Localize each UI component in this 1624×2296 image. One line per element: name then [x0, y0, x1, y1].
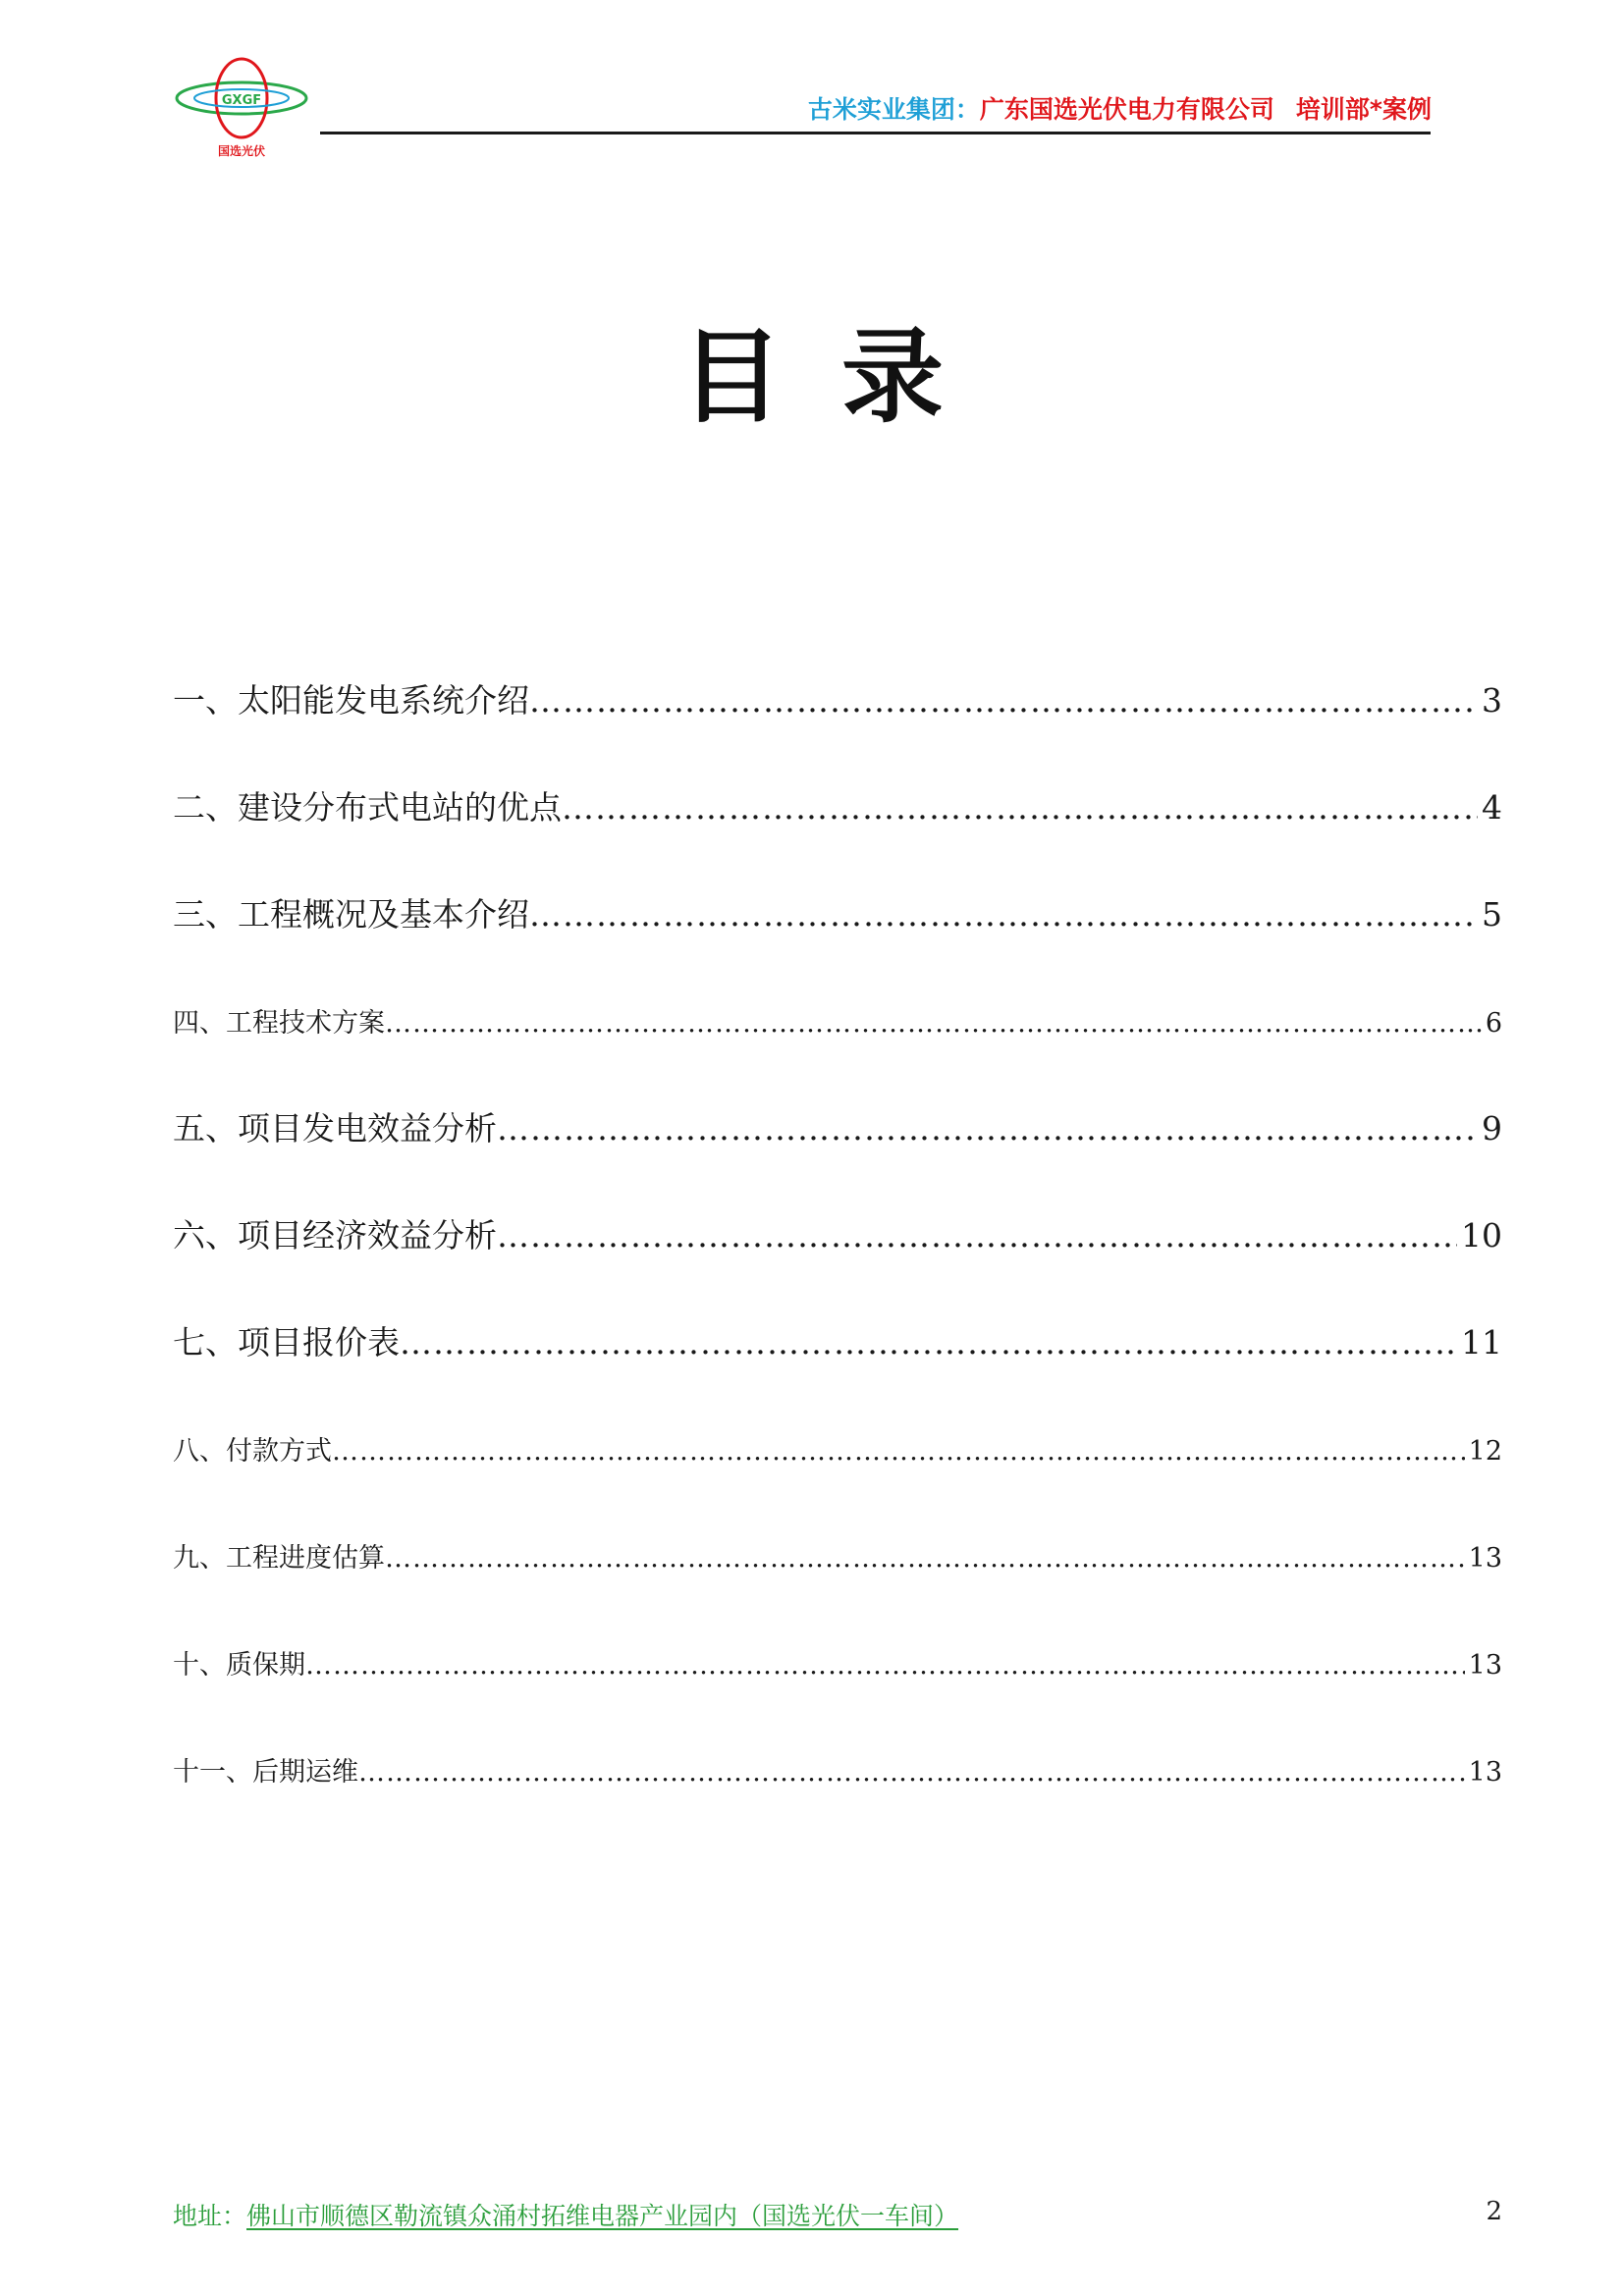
toc-entry[interactable] — [173, 1429, 1502, 1468]
footer-address-label: 地址： — [173, 2202, 247, 2230]
toc-entry[interactable] — [173, 889, 1502, 935]
toc-entry-label: 九、工程进度估算 — [173, 1543, 385, 1574]
toc-entry-page: 10 — [1461, 1216, 1502, 1255]
page-title: 目录 — [679, 316, 1002, 437]
header-colon: ： — [954, 95, 980, 124]
footer-address-value: 佛山市顺德区勒流镇众涌村拓维电器产业园内（国选光伏一车间） — [246, 2202, 959, 2230]
toc-entry-page: 11 — [1461, 1323, 1502, 1362]
toc-entry-label: 十一、后期运维 — [173, 1757, 358, 1788]
toc-entry[interactable] — [173, 1103, 1502, 1149]
toc-entry-page: 6 — [1485, 1008, 1502, 1039]
toc-entry-page: 13 — [1468, 1543, 1502, 1574]
toc-dot-leader — [385, 1008, 1482, 1039]
toc-entry-label: 三、工程概况及基本介绍 — [173, 895, 529, 934]
toc-entry-page: 5 — [1482, 895, 1502, 934]
toc-dot-leader — [385, 1543, 1465, 1574]
header-title — [808, 90, 1432, 126]
toc-entry[interactable] — [173, 1317, 1502, 1363]
toc-entry[interactable] — [173, 1643, 1502, 1682]
logo-text: GXGF — [221, 93, 262, 108]
toc-entry[interactable] — [173, 675, 1502, 721]
footer-address — [173, 2197, 958, 2232]
toc-dot-leader — [529, 895, 1478, 934]
toc-entry-label: 十、质保期 — [173, 1650, 305, 1681]
toc-dot-leader — [400, 1323, 1457, 1362]
page-number: 2 — [1486, 2197, 1502, 2226]
header-company-name: 广东国选光伏电力有限公司 — [979, 95, 1274, 124]
toc-entry-label: 八、付款方式 — [173, 1436, 332, 1467]
toc-dot-leader — [358, 1757, 1465, 1788]
toc-dot-leader — [562, 788, 1478, 827]
toc-dot-leader — [332, 1436, 1465, 1467]
toc-dot-leader — [529, 681, 1478, 720]
toc-entry-page: 12 — [1468, 1436, 1502, 1467]
toc-entry-page: 9 — [1482, 1109, 1502, 1148]
toc-entry-label: 二、建设分布式电站的优点 — [173, 788, 562, 827]
toc-dot-leader — [497, 1109, 1478, 1148]
toc-entry-page: 3 — [1482, 681, 1502, 720]
toc-entry-page: 4 — [1482, 788, 1502, 827]
toc-entry-label: 五、项目发电效益分析 — [173, 1109, 497, 1148]
toc-entry-label: 六、项目经济效益分析 — [173, 1216, 497, 1255]
toc-entry-page: 13 — [1468, 1757, 1502, 1788]
toc-entry-label: 四、工程技术方案 — [173, 1008, 385, 1039]
logo-globe-icon — [173, 55, 310, 163]
toc-dot-leader — [497, 1216, 1457, 1255]
toc-entry[interactable] — [173, 1210, 1502, 1256]
toc-entry[interactable] — [173, 1536, 1502, 1575]
toc-entry-label: 一、太阳能发电系统介绍 — [173, 681, 529, 720]
toc-entry[interactable] — [173, 1001, 1502, 1040]
header-department: 培训部*案例 — [1295, 95, 1432, 124]
toc-entry[interactable] — [173, 782, 1502, 828]
header-group-name: 古米实业集团 — [807, 95, 955, 124]
header-divider — [320, 132, 1431, 134]
toc-entry-label: 七、项目报价表 — [173, 1323, 400, 1362]
company-logo — [173, 55, 310, 163]
toc-entry-page: 13 — [1468, 1650, 1502, 1681]
logo-caption: 国选光伏 — [217, 144, 266, 158]
toc-dot-leader — [305, 1650, 1465, 1681]
toc-entry[interactable] — [173, 1750, 1502, 1789]
